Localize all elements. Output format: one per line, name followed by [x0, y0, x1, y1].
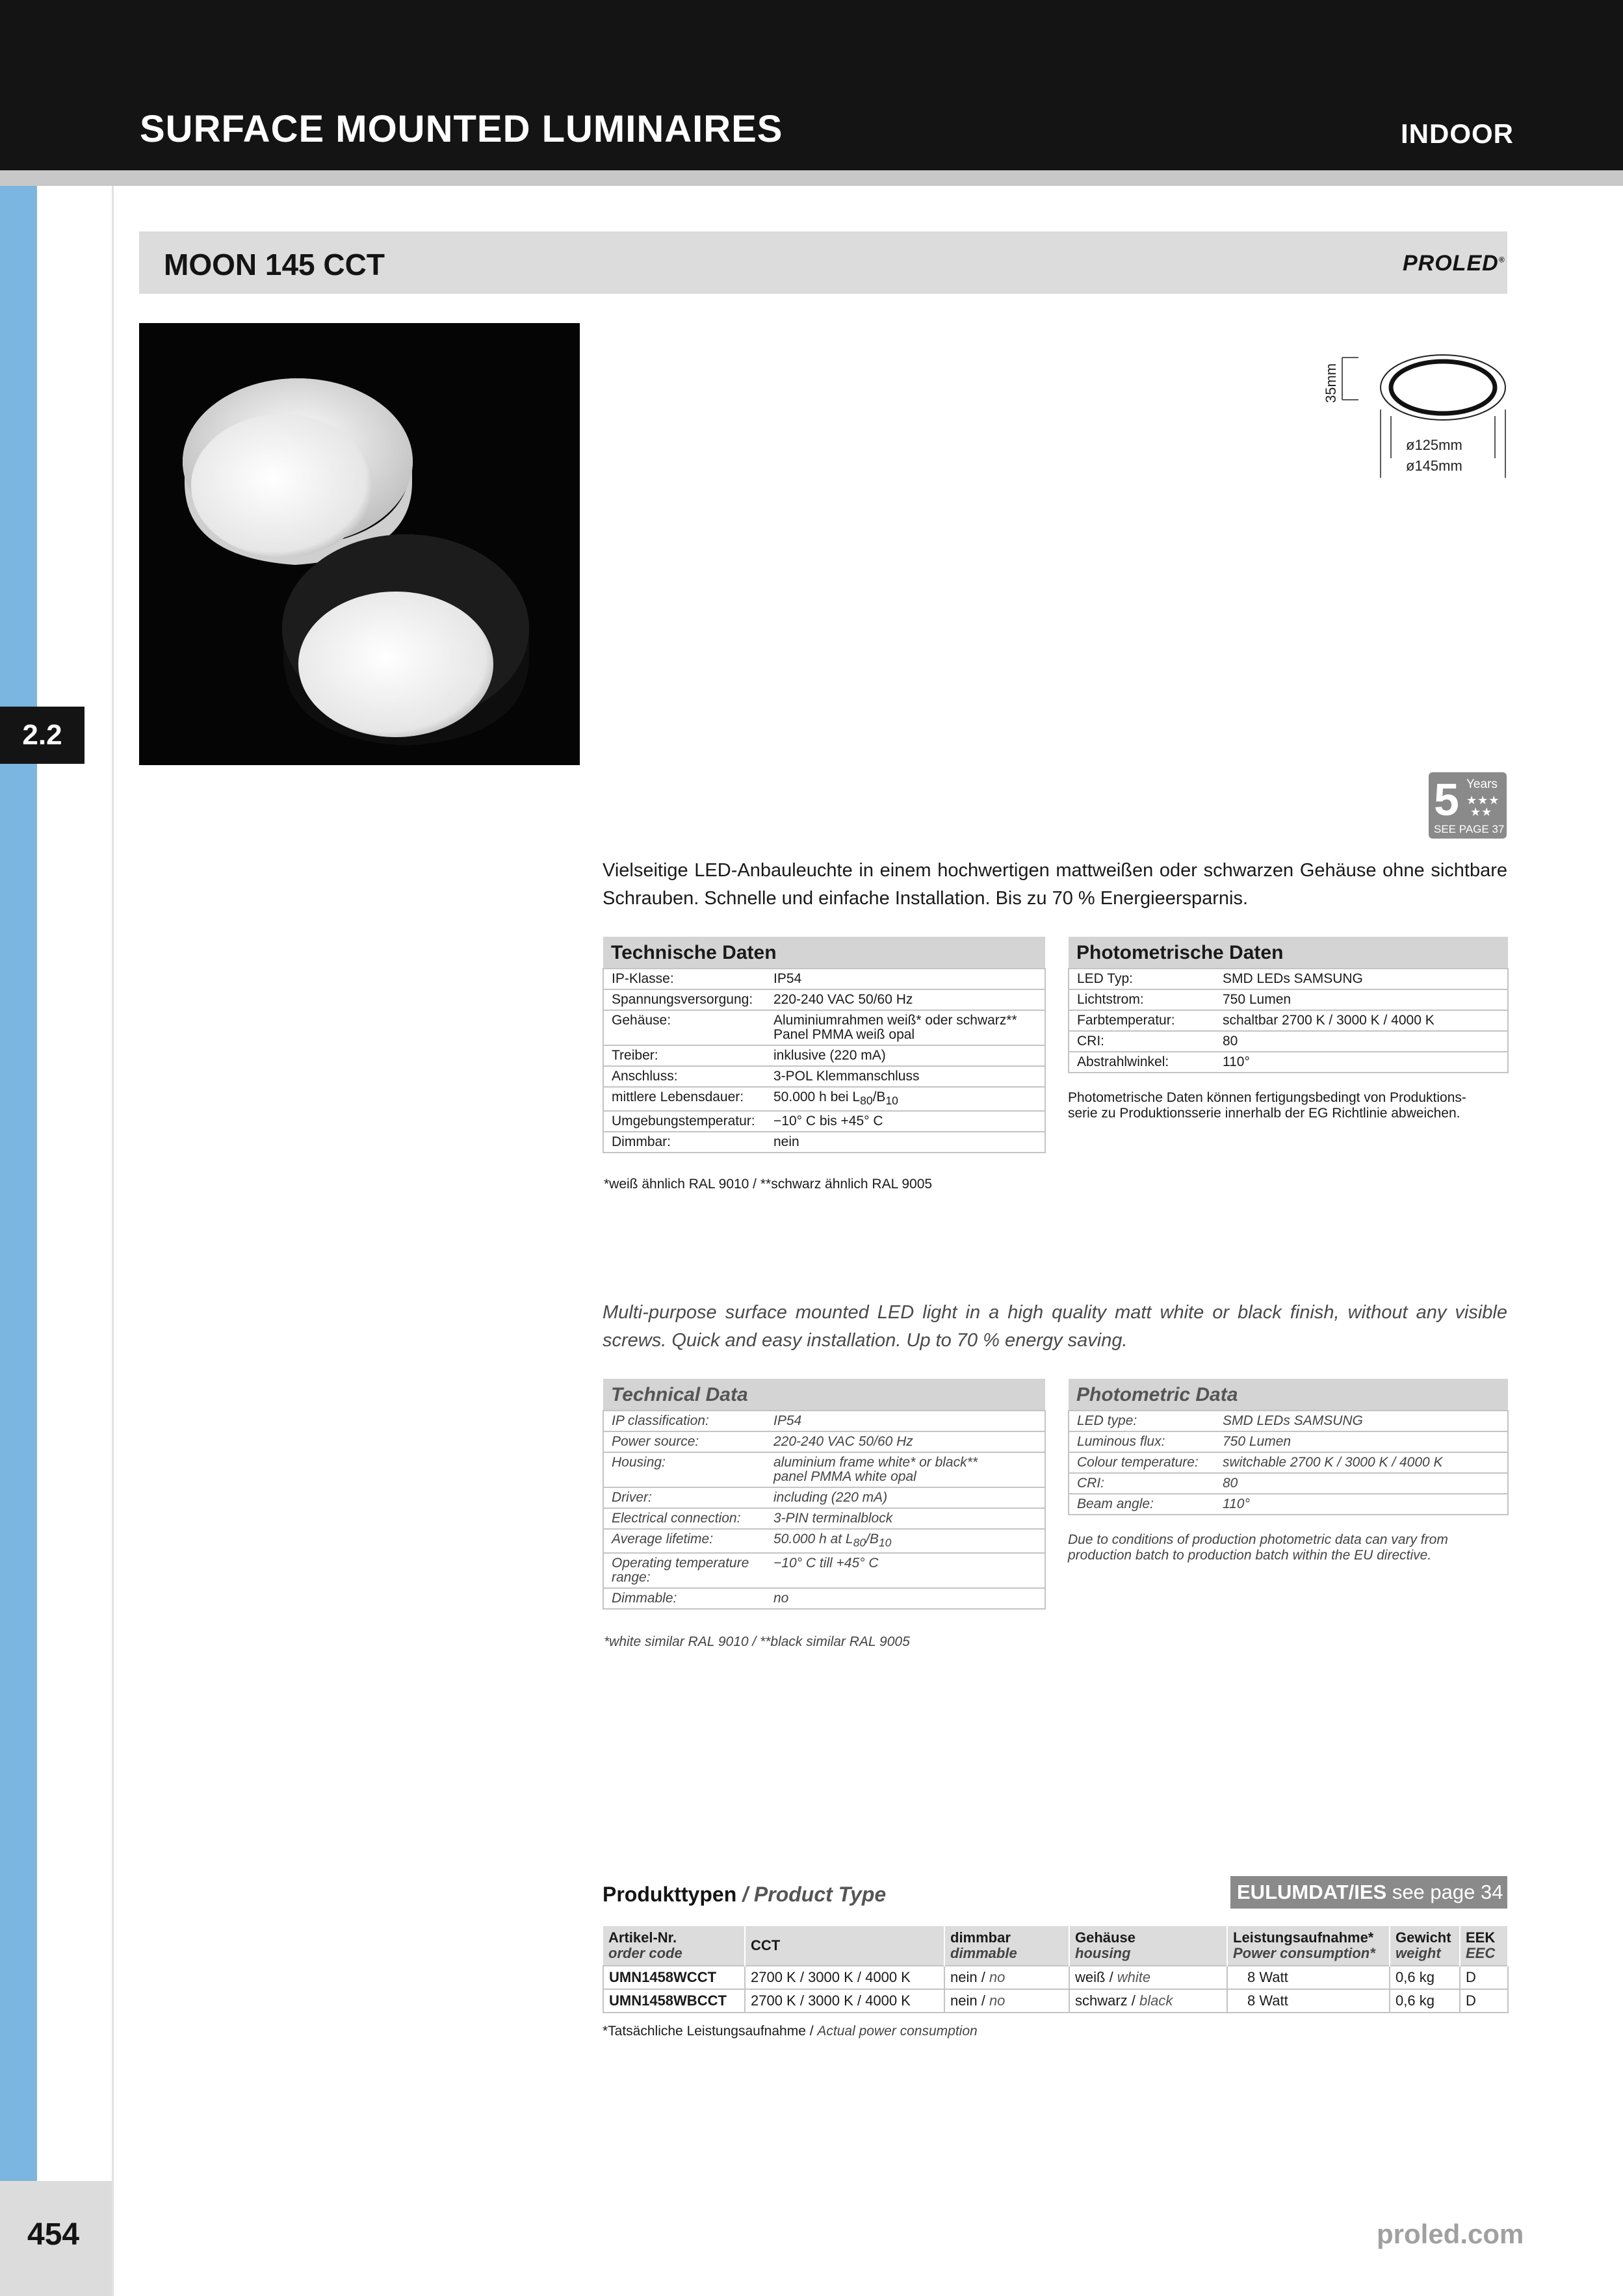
- table-row: mittlere Lebensdauer: 50.000 h bei $L_{80}/B_{10}$: [603, 1087, 1045, 1111]
- table-row: Farbtemperatur: schaltbar 2700 K / 3000 K / 4000 K: [1069, 1010, 1508, 1031]
- dimension-drawing: [1313, 338, 1514, 488]
- table-row: Spannungsversorgung: 220-240 VAC 50/60 Hz: [603, 989, 1045, 1010]
- section-title: SURFACE MOUNTED LUMINAIRES: [140, 108, 783, 150]
- technical-footnote-de: *weiß ähnlich RAL 9010 / **schwarz ähnlich RAL 9005: [604, 1177, 933, 1192]
- table-title: Photometric Data: [1069, 1379, 1508, 1411]
- warranty-years-label: Years: [1466, 777, 1498, 791]
- inner-diameter: ø125mm: [1406, 437, 1462, 453]
- table-row: Electrical connection: 3-PIN terminalblock: [603, 1508, 1045, 1529]
- warranty-see-page: SEE PAGE 37: [1434, 823, 1505, 835]
- description-en: Multi-purpose surface mounted LED light in a high quality matt white or black finish, without any visible screws. Quick and easy installation. Up to 70 % energy saving.: [603, 1302, 1507, 1351]
- star-icon: ★★★ ★★: [1466, 794, 1500, 818]
- table-row: Gehäuse: Aluminiumrahmen weiß* oder schwarz** Panel PMMA weiß opal: [603, 1010, 1045, 1045]
- technical-data-table-en: [603, 1379, 1046, 1610]
- brand-logo: PROLED®: [1403, 251, 1505, 276]
- table-row: LED Typ: SMD LEDs SAMSUNG: [1069, 969, 1508, 989]
- table-row: Lichtstrom: 750 Lumen: [1069, 989, 1508, 1010]
- table-row: IP-Klasse: IP54: [603, 969, 1045, 989]
- chapter-tab: 2.2: [0, 707, 84, 764]
- table-row: IP classification: IP54: [603, 1411, 1045, 1431]
- table-row: Colour temperature: switchable 2700 K / 3000 K / 4000 K: [1069, 1452, 1508, 1473]
- warranty-years-number: 5: [1434, 774, 1459, 825]
- table-title: Technical Data: [603, 1379, 1045, 1411]
- photometric-note-en: Due to conditions of production photometric data can vary from production batch to production batch within the EU directive.: [1068, 1532, 1448, 1563]
- height-dimension: 35mm: [1323, 363, 1339, 403]
- table-row: Driver: including (220 mA): [603, 1487, 1045, 1508]
- dimension-diagram: [1313, 338, 1514, 488]
- table-row: Luminous flux: 750 Lumen: [1069, 1431, 1508, 1452]
- table-row: Dimmable: no: [603, 1588, 1045, 1609]
- column-header: Gehäuse housing: [1069, 1926, 1227, 1966]
- table-row: UMN1458WBCCT 2700 K / 3000 K / 4000 K nein / no schwarz / black 8 Watt 0,6 kg D: [603, 1989, 1508, 2013]
- column-header: Gewicht weight: [1390, 1926, 1460, 1966]
- table-title: Photometrische Daten: [1069, 937, 1508, 969]
- brand-logo-text: PROLED: [1403, 251, 1499, 276]
- description-de: Vielseitige LED-Anbauleuchte in einem hochwertigen mattweißen oder schwarzen Gehäuse ohne sichtbare Schrauben. Schnelle und einfache Installation. Bis zu 70 % Energieersparnis.: [603, 860, 1507, 909]
- table-header-row: [603, 1926, 1508, 1966]
- table-row: Average lifetime: 50.000 h at $L_{80}/B_{10}$: [603, 1529, 1045, 1553]
- photometric-data-table-en: [1068, 1379, 1509, 1515]
- product-photo: [139, 323, 580, 765]
- table-row: CRI: 80: [1069, 1473, 1508, 1494]
- table-row: LED type: SMD LEDs SAMSUNG: [1069, 1411, 1508, 1431]
- table-row: Power source: 220-240 VAC 50/60 Hz: [603, 1431, 1045, 1452]
- column-header: EEK EEC: [1460, 1926, 1508, 1966]
- page-number: 454: [27, 2217, 80, 2252]
- side-color-strip: [0, 186, 37, 2296]
- outer-diameter: ø145mm: [1406, 458, 1462, 474]
- product-type-heading: Produkttypen / Product Type: [603, 1883, 887, 1906]
- product-type-table: [603, 1926, 1509, 2013]
- table-title: Technische Daten: [603, 937, 1045, 969]
- margin-rule: [112, 186, 114, 2296]
- table-row: Treiber: inklusive (220 mA): [603, 1045, 1045, 1066]
- column-header: Leistungsaufnahme* Power consumption*: [1227, 1926, 1390, 1966]
- warranty-badge: [1429, 772, 1507, 839]
- eulumdat-link[interactable]: EULUMDAT/IES see page 34: [1230, 1876, 1507, 1909]
- table-row: Dimmbar: nein: [603, 1132, 1045, 1153]
- category-label: INDOOR: [1401, 118, 1514, 149]
- table-row: Operating temperature range: −10° C till +45° C: [603, 1553, 1045, 1588]
- table-row: Umgebungstemperatur: −10° C bis +45° C: [603, 1111, 1045, 1132]
- photometric-data-table-de: [1068, 937, 1509, 1073]
- table-row: UMN1458WCCT 2700 K / 3000 K / 4000 K nein / no weiß / white 8 Watt 0,6 kg D: [603, 1966, 1508, 1989]
- column-header: CCT: [745, 1926, 944, 1966]
- table-row: Beam angle: 110°: [1069, 1494, 1508, 1515]
- website-link[interactable]: proled.com: [1377, 2219, 1524, 2249]
- table-row: CRI: 80: [1069, 1031, 1508, 1052]
- table-row: Housing: aluminium frame white* or black** panel PMMA white opal: [603, 1452, 1045, 1487]
- product-type-footnote: *Tatsächliche Leistungsaufnahme / Actual power consumption: [603, 2024, 978, 2039]
- column-header: dimmbar dimmable: [944, 1926, 1069, 1966]
- table-row: Abstrahlwinkel: 110°: [1069, 1052, 1508, 1073]
- technical-data-table-de: [603, 937, 1046, 1153]
- technical-footnote-en: *white similar RAL 9010 / **black similar RAL 9005: [604, 1634, 910, 1649]
- photometric-note-de: Photometrische Daten können fertigungsbedingt von Produktions-serie zu Produktionsserie innerhalb der EG Richtlinie abweichen.: [1068, 1090, 1466, 1121]
- luminaire-illustration: [139, 323, 580, 765]
- product-name: MOON 145 CCT: [164, 248, 385, 281]
- column-header: Artikel-Nr. order code: [603, 1926, 745, 1966]
- header-rule: [0, 170, 1623, 186]
- table-row: Anschluss: 3-POL Klemmanschluss: [603, 1066, 1045, 1087]
